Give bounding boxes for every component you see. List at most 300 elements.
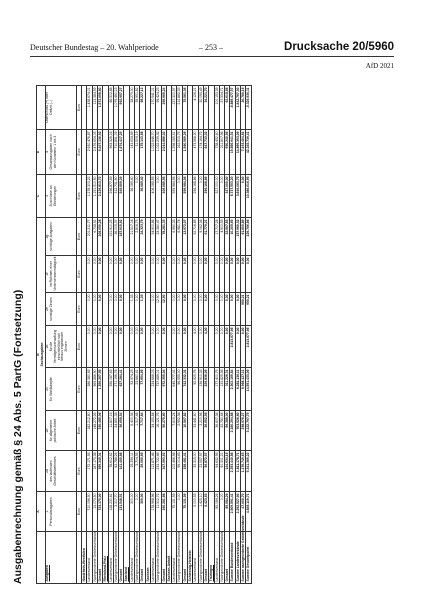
table-cell: 0,00	[177, 256, 182, 293]
header-divider	[30, 56, 394, 57]
table-cell: 0,00	[241, 256, 246, 293]
table-cell: 50.275,60	[161, 411, 166, 451]
table-cell: 14.551.433,06	[246, 368, 251, 411]
table-cell: 1.398.065,51	[172, 129, 177, 174]
row-label: Summe Gesamtpartei	[246, 532, 251, 584]
unit-cell: Euro	[76, 85, 81, 129]
table-cell: 1.022.646,70	[150, 129, 155, 174]
table-cell: 62.788,26	[113, 451, 118, 492]
table-cell: 0,00	[150, 326, 155, 368]
table-cell: 7.717,84	[140, 411, 145, 451]
table-cell: 208.050,28	[98, 217, 103, 255]
table-cell: 1.151.510,50	[92, 174, 97, 217]
table-cell: 0,00	[98, 293, 103, 326]
table-cell: 16.121,76	[156, 411, 161, 451]
table-cell: 24.851,38	[113, 411, 118, 451]
table-cell: 950,21	[241, 293, 246, 326]
cat-c: C	[37, 174, 46, 217]
table-cell: 2.806,75	[135, 217, 140, 255]
table-cell: 0,00	[119, 256, 124, 293]
table-cell: 1.674.417,25	[119, 129, 124, 174]
table-cell: 0,00	[182, 256, 187, 293]
table-cell: 0,00	[219, 492, 224, 532]
table-cell: 645.777,31	[172, 368, 177, 411]
table-cell: -37.534,71	[219, 85, 224, 129]
row-label: Gesamt	[140, 532, 145, 584]
table-cell: 68.227,12	[140, 85, 145, 129]
table-cell: 2.930.476,87	[87, 129, 92, 174]
table-cell: 182.212,80	[87, 411, 92, 451]
table-cell: 300,00	[140, 492, 145, 532]
table-cell: 0,00	[235, 326, 240, 368]
table-cell: 158.481,41	[182, 451, 187, 492]
table-cell: 0,00	[156, 174, 161, 217]
table-cell: 172.171,93	[87, 451, 92, 492]
table-cell: 144.934,16	[225, 451, 230, 492]
table-cell: 62.618,68	[225, 85, 230, 129]
table-cell: 0,00	[225, 256, 230, 293]
landscape-page	[10, 80, 414, 590]
table-cell: 187.915,62	[119, 217, 124, 255]
table-cell: 61.600,89	[241, 217, 246, 255]
table-cell: 0,00	[225, 293, 230, 326]
table-cell: 211.807,96	[219, 129, 224, 174]
table-cell: 148.272,26	[92, 411, 97, 451]
table-cell: 20.780,16	[241, 85, 246, 129]
category-letter-row	[37, 85, 46, 583]
table-cell: 34.221,70	[203, 85, 208, 129]
row-label: Gesamt	[98, 532, 103, 584]
table-cell: 0,00	[113, 293, 118, 326]
table-cell: 6.738,51	[92, 217, 97, 255]
table-cell: 5.341.369,22	[246, 451, 251, 492]
table-cell: 0,00	[87, 326, 92, 368]
table-cell: 0,00	[119, 326, 124, 368]
table-cell: 34.153,84	[150, 411, 155, 451]
table-cell: 75.131,59	[172, 492, 177, 532]
table-cell: 0,00	[177, 293, 182, 326]
table-cell: 10.205,65	[230, 217, 235, 255]
table-cell: 5.968.127,11	[241, 368, 246, 411]
unit-cell: Euro	[76, 492, 81, 532]
column-header: 1 Personalausgaben	[45, 492, 76, 532]
table-cell: 1,33	[140, 293, 145, 326]
table-cell: 6.281.136,11	[235, 368, 240, 411]
table-cell: 969.886,90	[92, 368, 97, 411]
table-cell: 0,00	[135, 326, 140, 368]
table-cell: 312.731,60	[113, 174, 118, 217]
table-cell: 92.925,76	[193, 368, 198, 411]
table-cell: 0,00	[156, 326, 161, 368]
table-cell: 177.400,75	[214, 368, 219, 411]
table-cell: 212.862,33	[177, 85, 182, 129]
table-cell: 1.458.674,01	[87, 85, 92, 129]
cat-empty	[37, 532, 46, 584]
table-cell: 0,00	[246, 256, 251, 293]
table-cell: 327.000,00	[214, 174, 219, 217]
table-cell: 100.153,39	[214, 85, 219, 129]
table-cell: 13.972,07	[182, 217, 187, 255]
table-cell: 229.766,86	[246, 217, 251, 255]
table-cell: 559.984,56	[172, 174, 177, 217]
table-cell: 710.891,09	[113, 129, 118, 174]
table-cell: 2.180.294,88	[230, 411, 235, 451]
table-cell: 187.173,38	[92, 451, 97, 492]
table-cell: 0,00	[198, 174, 203, 217]
table-cell: 0,00	[219, 256, 224, 293]
table-cell: 12,90	[161, 293, 166, 326]
table-cell: 6.423,63	[203, 492, 208, 532]
table-cell: 406.085,55	[161, 174, 166, 217]
table-cell: 86.502,88	[108, 85, 113, 129]
table-cell: 1.560.569,26	[182, 129, 187, 174]
table-cell: 0,00	[198, 256, 203, 293]
table-cell: 21.517,04	[129, 217, 134, 255]
table-cell: 386.380,65	[87, 368, 92, 411]
table-row	[246, 85, 251, 583]
table-cell: 4,00	[193, 326, 198, 368]
table-cell: 85.084,26	[225, 492, 230, 532]
table-cell: 33.441,60	[193, 411, 198, 451]
table-cell: 19.856.941,51	[230, 129, 235, 174]
table-title: Ausgabenrechnung gemäß § 24 Abs. 5 PartG (Fortsetzung)	[12, 289, 24, 584]
page-number: – 253 –	[199, 43, 223, 52]
table-cell: 2.952,58	[177, 411, 182, 451]
table-cell: 6.990,33	[172, 217, 177, 255]
table-cell: 0,00	[177, 174, 182, 217]
table-cell: 25.356,11	[129, 451, 134, 492]
table-cell: 0,00	[198, 326, 203, 368]
table-cell: 78.612,62	[108, 451, 113, 492]
table-cell: 0,00	[135, 293, 140, 326]
table-cell: 0,00	[219, 174, 224, 217]
row-label: Nachgeordnete Gebietsverbände	[219, 531, 224, 582]
table-cell: 36.005,37	[113, 217, 118, 255]
table-cell: 0,00	[182, 326, 187, 368]
unit-cell: Euro	[76, 217, 81, 255]
row-label: Summe Landesverbände	[235, 532, 240, 584]
table-cell: 36.085,40	[129, 174, 134, 217]
table-cell: 238.976,27	[241, 411, 246, 451]
table-cell: 99.424,23	[156, 85, 161, 129]
row-label: Landesverband	[150, 532, 155, 584]
table-cell: 0,00	[193, 293, 198, 326]
table-cell: 0,00	[203, 293, 208, 326]
table-cell: 559.984,56	[182, 174, 187, 217]
table-cell: 737.689,01	[156, 368, 161, 411]
table-cell: 2.476.654,05	[92, 129, 97, 174]
column-header-row	[45, 85, 76, 583]
table-cell: 647.733,02	[203, 129, 208, 174]
table-cell: 22.607,83	[225, 217, 230, 255]
table-cell: 950,21	[246, 293, 251, 326]
table-cell: 54.900,86	[150, 217, 155, 255]
column-header: 2g sonstige Ausgaben	[45, 217, 76, 255]
table-cell: 102.466,98	[172, 451, 177, 492]
table-cell: 703.526,60	[235, 411, 240, 451]
unit-cell: Euro	[76, 293, 81, 326]
table-cell: 17.707,28	[214, 217, 219, 255]
table-cell: 59.388,00	[225, 411, 230, 451]
row-label: Gesamt	[225, 532, 230, 584]
column-header: Überschuss (+) oder Defizit (–)	[45, 85, 76, 129]
row-label: Saarland	[124, 532, 129, 584]
table-cell: 1.542.767,30	[235, 85, 240, 129]
table-cell: 13.073,50	[92, 492, 97, 532]
table-cell: 10.567,82	[182, 411, 187, 451]
table-cell: 39.951,82	[135, 85, 140, 129]
table-cell: 3.210,96	[198, 411, 203, 451]
table-cell: 6.737.553,20	[230, 174, 235, 217]
cat-b	[37, 217, 46, 491]
table-cell: 4.126,21	[193, 85, 198, 129]
table-cell: 6.981,74	[177, 217, 182, 255]
unit-cell: Euro	[76, 451, 81, 492]
table-cell: -6.889.477,57	[230, 85, 235, 129]
table-cell: 236.877,69	[108, 174, 113, 217]
table-cell: 0,00	[203, 256, 208, 293]
table-cell: 30.095,49	[198, 85, 203, 129]
table-cell: -137.300,97	[172, 85, 177, 129]
table-cell: 0,00	[108, 293, 113, 326]
table-cell: 2.813.677,66	[246, 326, 251, 368]
cat-a: A	[37, 492, 46, 532]
unit-cell: Euro	[76, 368, 81, 411]
unit-cell: Euro	[76, 256, 81, 293]
table-cell: 11.312,72	[156, 492, 161, 532]
table-cell: 2.509.591,41	[230, 492, 235, 532]
table-cell: 0,00	[135, 492, 140, 532]
table-cell: 2.302.169,84	[230, 368, 235, 411]
table-cell: 56.872,97	[203, 451, 208, 492]
row-label: Gesamt	[203, 532, 208, 584]
table-cell: 2.044.886,02	[161, 129, 166, 174]
table-cell: 0,00	[172, 293, 177, 326]
row-label: Gesamt	[161, 532, 166, 584]
table-cell: 0,00	[87, 256, 92, 293]
table-cell: 36.652,56	[203, 411, 208, 451]
row-label: Summe Bundesverband	[230, 532, 235, 584]
table-cell: 0,00	[230, 293, 235, 326]
cat-e	[37, 85, 46, 129]
table-cell: 0,00	[161, 326, 166, 368]
table-cell: 2.429.813,72	[98, 174, 103, 217]
table-cell: 10.386.616,95	[246, 174, 251, 217]
table-cell: 4.849.119,71	[246, 492, 251, 532]
table-cell: 0,00	[172, 326, 177, 368]
table-cell: 2.292.527,60	[235, 492, 240, 532]
table-cell: 1.356.267,55	[98, 368, 103, 411]
table-cell: 406.085,55	[150, 174, 155, 217]
row-label: Schleswig-Holstein	[188, 532, 193, 584]
table-cell: 0,00	[113, 256, 118, 293]
table-cell: 0,00	[241, 326, 246, 368]
table-cell: 256.168,86	[203, 174, 208, 217]
table-cell: 234.666,03	[150, 368, 155, 411]
unit-cell: Euro	[76, 129, 81, 174]
table-cell: 78.281,33	[161, 217, 166, 255]
table-cell: 0,00	[108, 326, 113, 368]
table-cell: 22.780,64	[219, 411, 224, 451]
document-number: Drucksache 20/5960	[284, 41, 394, 53]
rotated-table-area	[10, 80, 414, 590]
table-cell: 972.355,04	[161, 368, 166, 411]
table-cell: 12,90	[156, 293, 161, 326]
table-cell: 36.658,54	[119, 411, 124, 451]
table-body	[82, 85, 252, 583]
table-cell: 28.275,30	[129, 85, 134, 129]
table-cell: 133.825,56	[219, 368, 224, 411]
row-label: Landesverband	[172, 532, 177, 584]
table-cell: 7.493.404,81	[241, 129, 246, 174]
row-label: Nachgeordnete Gebietsverbände	[198, 531, 203, 582]
table-cell: 2.813.677,66	[230, 326, 235, 368]
table-cell: 0,00	[177, 492, 182, 532]
table-cell: 1,33	[129, 293, 134, 326]
table-cell: 0,00	[135, 256, 140, 293]
table-cell: 162.503,75	[177, 129, 182, 174]
table-cell: 50.301,21	[219, 451, 224, 492]
row-label: Sachsen-Anhalt	[166, 532, 171, 584]
table-cell: 52.716,85	[193, 217, 198, 255]
table-cell: 3.317,70	[113, 492, 118, 532]
table-cell: 0,00	[214, 326, 219, 368]
table-cell: 56.014,43	[177, 451, 182, 492]
row-label: Gesamt	[119, 532, 124, 584]
table-cell: 0,00	[119, 293, 124, 326]
column-header: 2c für Wahlkämpfe	[45, 368, 76, 411]
cat-d: D	[37, 129, 46, 174]
table-cell: 23.380,47	[156, 217, 161, 255]
table-cell: 113.871,46	[150, 451, 155, 492]
table-cell: 359.345,31	[98, 451, 103, 492]
row-label: Sachsen	[145, 532, 150, 584]
table-cell: 23.680,41	[135, 368, 140, 411]
table-cell: 356.087,63	[108, 368, 113, 411]
table-cell: 178.968,96	[150, 492, 155, 532]
table-cell: 141.400,88	[119, 451, 124, 492]
table-cell: 1.572.058,60	[98, 85, 103, 129]
table-cell: 190.281,68	[161, 492, 166, 532]
table-cell: 1.278.303,22	[87, 174, 92, 217]
table-cell: 0,00	[235, 293, 240, 326]
table-cell: 201.311,77	[87, 217, 92, 255]
column-header: 2f im Rahmen einer Unternehmenstätigkeit	[45, 256, 76, 293]
table-cell: 24.323,79	[140, 217, 145, 255]
table-cell: 0,00	[182, 293, 187, 326]
table-cell: 9.062,36	[198, 217, 203, 255]
table-cell: 47.000,70	[241, 492, 246, 532]
table-cell: 157.960,32	[235, 217, 240, 255]
unit-cell: Euro	[76, 326, 81, 368]
table-cell: 175.143,68	[140, 129, 145, 174]
row-label: Nordrhein-Westfalen	[82, 532, 87, 584]
row-label: Landesverband	[129, 532, 134, 584]
row-label: Summe nachgeordnete Gebietsverbände	[241, 515, 246, 582]
table-cell: 0,00	[172, 256, 177, 293]
table-cell: 233.722,46	[156, 451, 161, 492]
row-label: Landesverband	[108, 532, 113, 584]
row-label: Nachgeordnete Gebietsverbände	[135, 531, 140, 582]
row-label: Gesamt	[182, 532, 187, 584]
table-cell: 311.226,31	[225, 368, 230, 411]
table-cell: 5.000,53	[193, 492, 198, 532]
table-cell: 136.910,33	[198, 368, 203, 411]
table-cell: 710.096,50	[87, 492, 92, 532]
unit-cell: Euro	[76, 174, 81, 217]
table-cell: 53.974,25	[129, 368, 134, 411]
column-header: 3 Zuschüsse an Gliederungen	[45, 174, 76, 217]
table-cell: 0,00	[177, 326, 182, 368]
table-cell: 0,00	[198, 293, 203, 326]
table-cell: 0,00	[135, 174, 140, 217]
table-cell: 1.176.749,63	[241, 451, 246, 492]
table-cell: 75.131,59	[182, 492, 187, 532]
table-cell: 23.557,97	[198, 451, 203, 492]
table-cell: 742.332,31	[182, 368, 187, 411]
column-header: 2d für die Vermögensverwaltung einschließlich sich hieraus ergebender Zinsen	[45, 326, 76, 368]
table-cell: 347.593,92	[161, 451, 166, 492]
cat-b-letter: B	[36, 353, 40, 356]
table-cell: 0,00	[98, 256, 103, 293]
table-cell: 473.568,30	[193, 129, 198, 174]
table-cell: 330.485,06	[98, 411, 103, 451]
table-cell: 1.079.460,15	[113, 85, 118, 129]
table-cell: 0,00	[219, 326, 224, 368]
table-cell: 29.060,66	[140, 451, 145, 492]
table-cell: 0,00	[241, 174, 246, 217]
column-header: 2b für allgemeine politische Arbeit	[45, 411, 76, 451]
table-cell: 2.353.440,88	[230, 451, 235, 492]
row-label: Rheinland-Pfalz	[103, 532, 108, 584]
table-cell: 0,00	[113, 326, 118, 368]
table-cell: 3.704,55	[135, 451, 140, 492]
party-year-label: AfD 2021	[365, 62, 394, 70]
table-cell: 0,00	[108, 256, 113, 293]
table-cell: 0,00	[92, 256, 97, 293]
table-cell: 31.509,19	[135, 129, 140, 174]
table-cell: 0,00	[150, 293, 155, 326]
table-cell: 992.957,27	[119, 85, 124, 129]
table-cell: 131.548,51	[119, 492, 124, 532]
row-label: Landesverband	[193, 532, 198, 584]
table-cell: 271.196,78	[113, 368, 118, 411]
table-cell: 4.900,55	[219, 217, 224, 255]
table-cell: 42.245.739,41	[246, 129, 251, 174]
table-cell: 327.000,00	[225, 174, 230, 217]
table-cell: 143.634,49	[129, 129, 134, 174]
table-cell: -5.325.930,11	[246, 85, 251, 129]
table-cell: 723.170,00	[98, 492, 103, 532]
table-cell: 5.407.130,92	[98, 129, 103, 174]
table-cell: 7.615,24	[172, 411, 177, 451]
table-cell: 0,00	[140, 326, 145, 368]
column-header: Ausgaben	[45, 532, 76, 584]
expenditure-table-grid	[36, 85, 252, 584]
table-cell: 170.541,01	[150, 85, 155, 129]
table-cell: 1.811.178,71	[235, 451, 240, 492]
table-cell: 36.607,36	[214, 411, 219, 451]
table-cell: 0,00	[225, 326, 230, 368]
table-cell: 229.836,09	[203, 368, 208, 411]
column-header: 4 Gesamtausgaben nach den Nummern 1 bis 3	[45, 129, 76, 174]
page-header	[30, 43, 394, 55]
table-cell: 0,00	[87, 293, 92, 326]
table-cell: 1.317,48	[135, 411, 140, 451]
table-cell: 6.400,36	[129, 411, 134, 451]
table-cell: 256.168,86	[193, 174, 198, 217]
table-cell: 1.423,10	[198, 492, 203, 532]
